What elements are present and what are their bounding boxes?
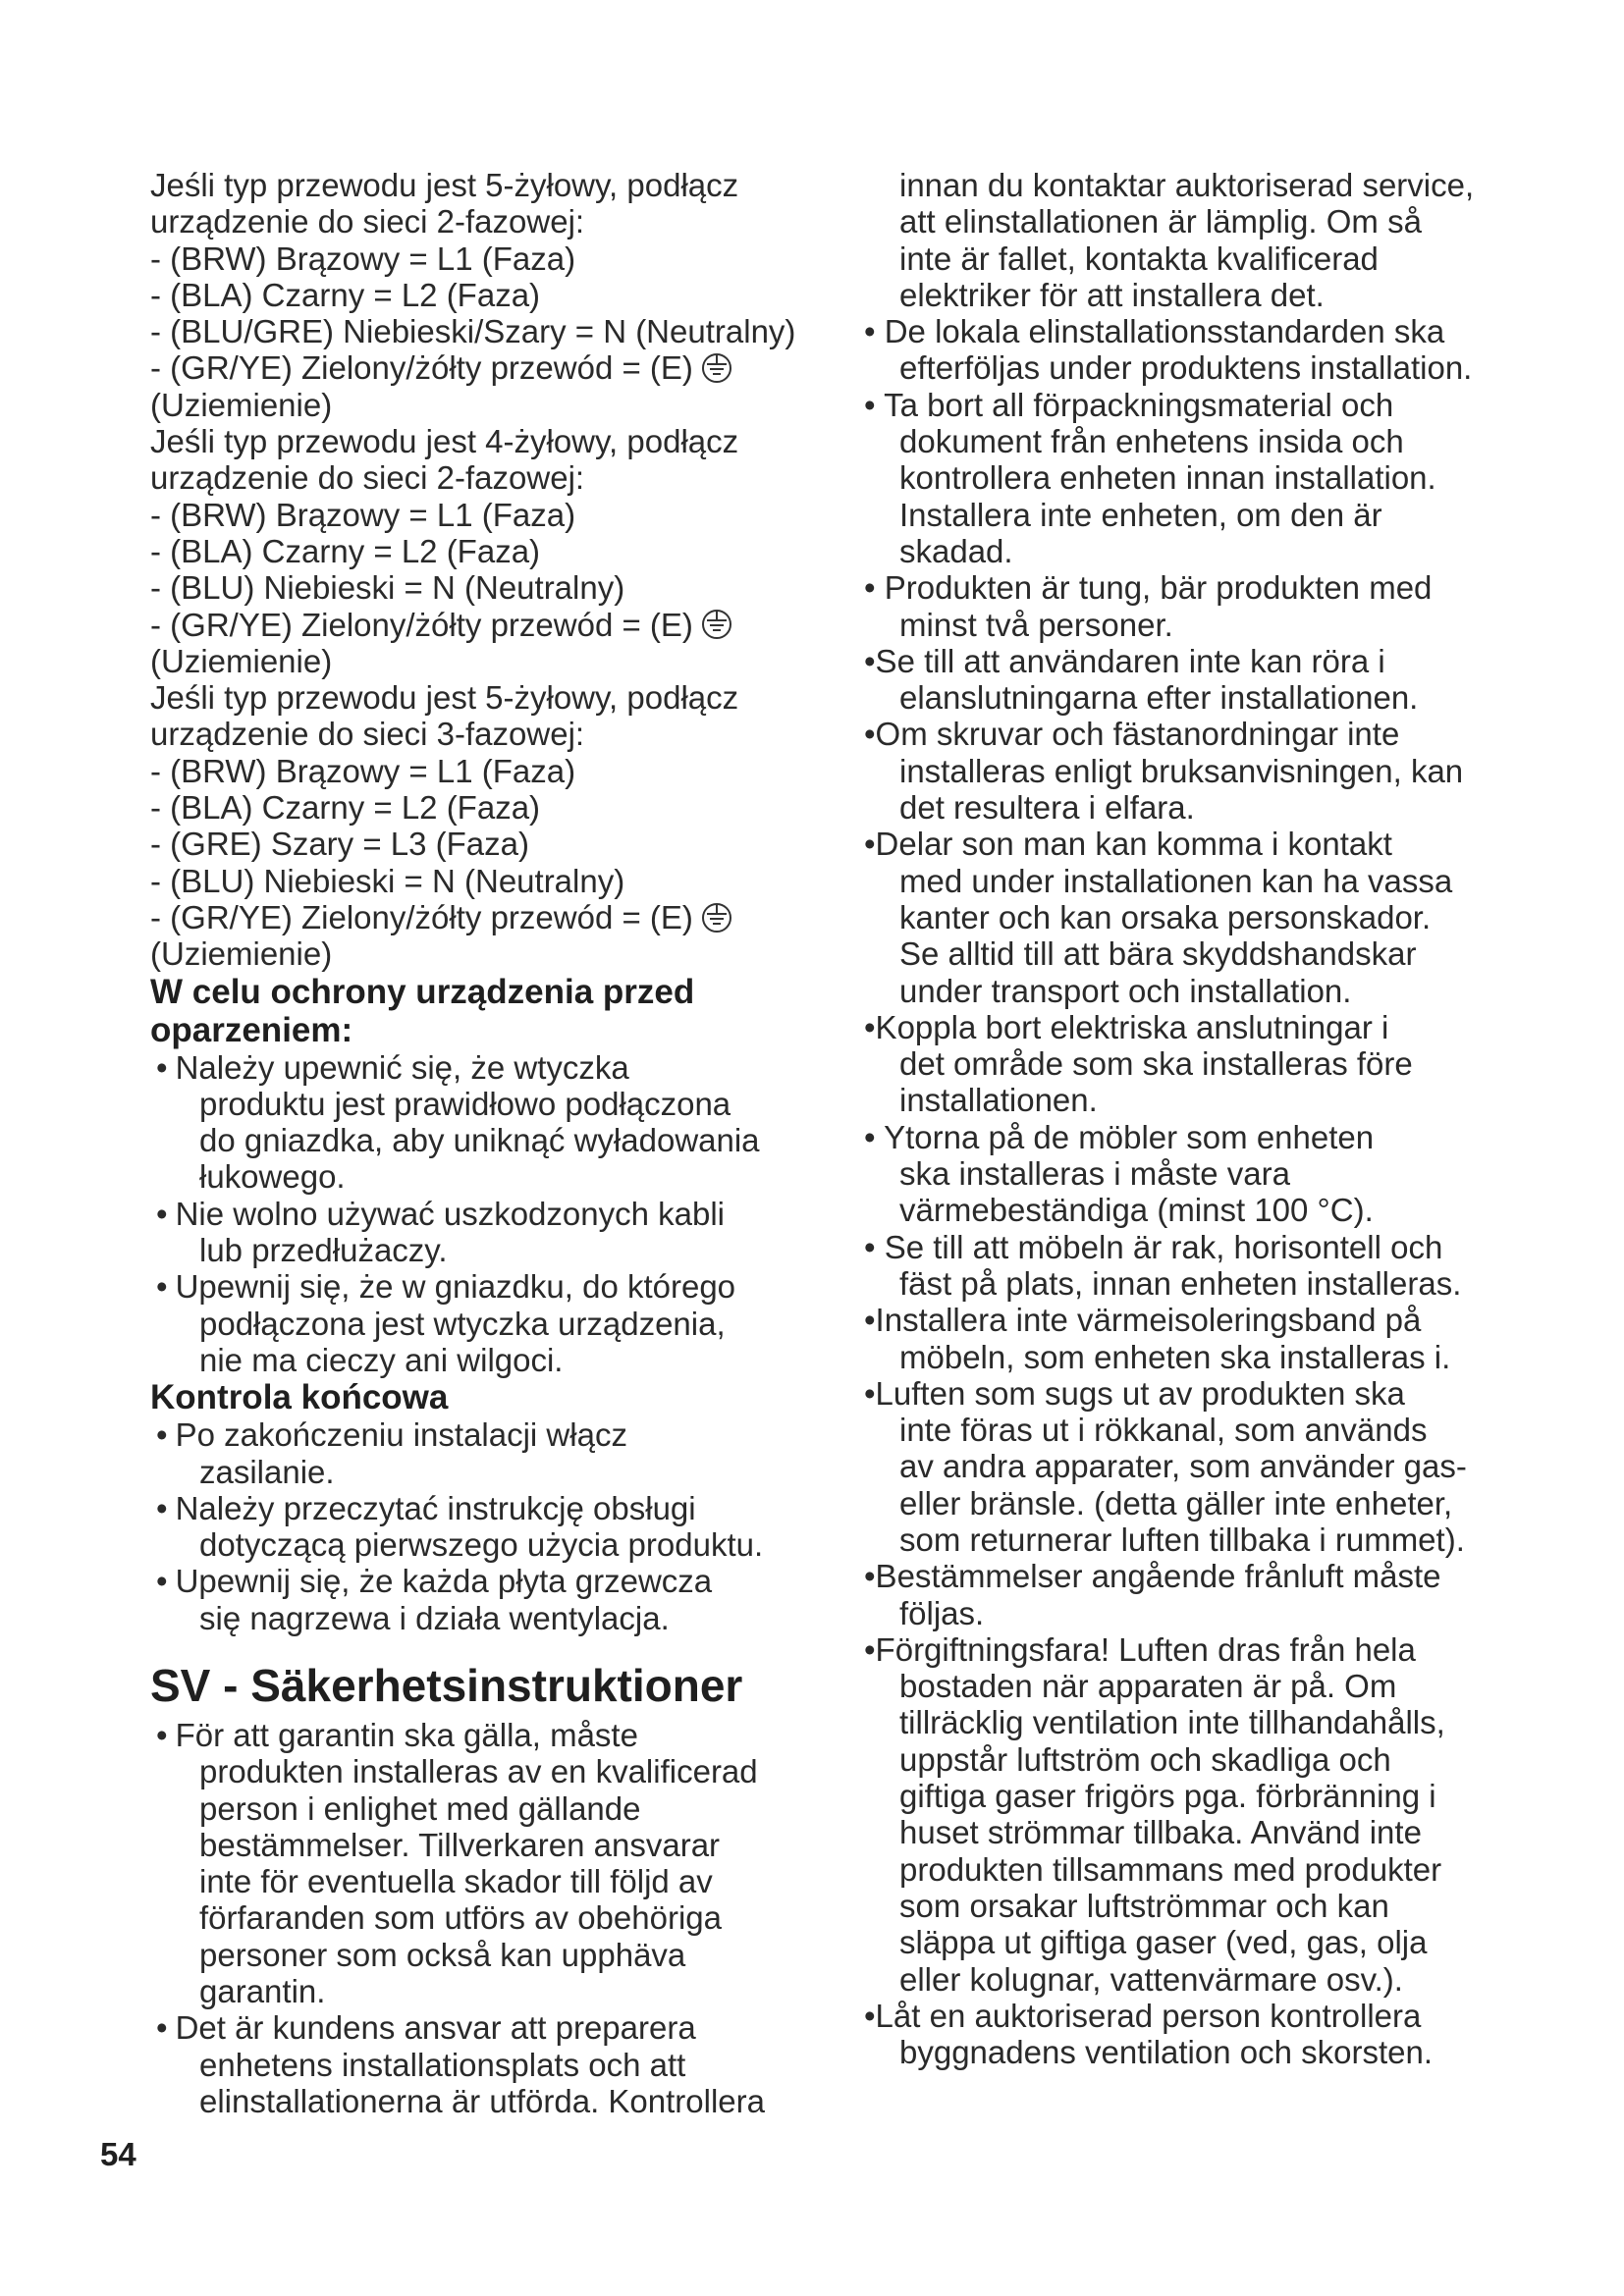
wiring-instructions [150,167,818,973]
bullet-line [156,1048,818,1086]
wiring-line [150,167,818,203]
wiring-line [150,569,818,606]
bullet-line: produkten tillsammans med produkter [899,1850,1442,1888]
bullet-dot: • [156,1048,168,1086]
bullet-text: zasilanie. [199,1453,335,1490]
protection-heading-line: oparzeniem: [150,1010,353,1049]
wiring-text: - (BLU/GRE) Niebieski/Szary = N (Neutralny) [150,313,796,350]
wiring-text: urządzenie do sieci 3-fazowej: [150,716,585,753]
bullet-line [178,1526,818,1563]
protection-heading [150,973,818,1049]
wiring-text: - (BLA) Czarny = L2 (Faza) [150,276,541,313]
bullet-line: •Installera inte värmeisoleringsband på [864,1302,1422,1339]
bullet-line [178,1863,818,1899]
bullet-line: inte föras ut i rökkanal, som används [899,1412,1428,1449]
bullet-item [864,1009,1492,1119]
bullet-line: under transport och installation. [899,972,1352,1009]
ground-symbol-icon [701,352,732,384]
continuation-text [864,167,1492,313]
wiring-text: - (BRW) Brązowy = L1 (Faza) [150,240,576,277]
bullet-line [178,1342,818,1378]
bullet-line: tillräcklig ventilation inte tillhandahålls, [899,1704,1445,1741]
bullet-line: eller bränsle. (detta gäller inte enheter, [899,1484,1453,1522]
bullet-line: skadad. [899,532,1013,569]
bullet-text: do gniazdka, aby uniknąć wyładowania [199,1122,760,1159]
wiring-text: urządzenie do sieci 2-fazowej: [150,203,585,240]
bullet-line [178,1753,818,1789]
bullet-item [150,1268,818,1378]
bullet-line: •Koppla bort elektriska anslutningar i [864,1008,1389,1045]
bullet-text: nie ma cieczy ani wilgoci. [199,1341,564,1378]
bullet-line: Installera inte enheten, om den är [899,496,1382,533]
wiring-line [150,459,818,496]
bullet-item [864,826,1492,1008]
bullet-item [150,1416,818,1490]
bullet-text: För att garantin ska gälla, måste [175,1716,638,1753]
bullet-text: inte för eventuella skador till följd av [199,1863,713,1900]
bullet-line [178,1827,818,1863]
bullet-line [156,2009,818,2047]
bullet-line: • Ta bort all förpackningsmaterial och [864,386,1394,423]
sv-section-heading: SV - Säkerhetsinstruktioner [150,1659,743,1711]
bullet-text: enhetens installationsplats och att [199,2046,686,2083]
bullet-item [864,1229,1492,1303]
protection-bullets [150,1049,818,1379]
wiring-line [150,313,818,349]
bullet-line: som returnerar luften tillbaka i rummet). [899,1521,1465,1558]
bullet-text: Det är kundens ansvar att preparera [175,2009,696,2047]
bullet-item [150,1196,818,1269]
bullet-item [864,643,1492,717]
bullet-text: elinstallationerna är utförda. Kontrollera [199,2082,766,2119]
wiring-line [150,349,818,386]
bullet-text: podłączona jest wtyczka urządzenia, [199,1305,726,1342]
wiring-text: (Uziemienie) [150,642,333,679]
bullet-dot: • [156,1489,168,1526]
bullet-item [150,1717,818,2009]
wiring-text: - (GR/YE) Zielony/żółty przewód = (E) [150,898,693,935]
bullet-line [178,1086,818,1122]
bullet-line: •Se till att användaren inte kan röra i [864,642,1385,679]
bullet-line: dokument från enhetens insida och [899,423,1404,460]
bullet-dot: • [156,2009,168,2047]
wiring-line [150,497,818,533]
left-column [150,167,818,2119]
bullet-line: Se alltid till att bära skyddshandskar [899,935,1417,973]
bullet-item [150,2009,818,2119]
wiring-text: urządzenie do sieci 2-fazowej: [150,459,585,497]
bullet-line: det område som ska installeras före [899,1045,1413,1083]
bullet-item [864,1631,1492,1998]
wiring-text: Jeśli typ przewodu jest 5-żyłowy, podłącz [150,167,739,203]
bullet-line: •Delar son man kan komma i kontakt [864,826,1392,863]
wiring-text: - (BRW) Brązowy = L1 (Faza) [150,496,576,533]
bullet-line: uppstår luftström och skadliga och [899,1740,1391,1778]
wiring-text: Jeśli typ przewodu jest 5-żyłowy, podłącz [150,679,739,717]
continuation-line: innan du kontaktar auktoriserad service, [899,167,1475,203]
bullet-line: ska installeras i måste vara [899,1155,1290,1193]
bullet-line [178,1454,818,1490]
bullet-line: minst två personer. [899,606,1173,643]
bullet-line: som orsakar luftströmmar och kan [899,1887,1389,1924]
bullet-line [156,1268,818,1306]
bullet-line: • De lokala elinstallationsstandarden ska [864,313,1445,350]
bullet-line: installeras enligt bruksanvisningen, kan [899,752,1464,789]
bullet-line [178,1973,818,2009]
wiring-text: (Uziemienie) [150,935,333,973]
bullet-item [864,1375,1492,1558]
bullet-text: dotyczącą pierwszego użycia produktu. [199,1526,764,1564]
wiring-text: - (GR/YE) Zielony/żółty przewód = (E) [150,349,693,387]
wiring-text: - (BLA) Czarny = L2 (Faza) [150,532,541,569]
bullet-line: huset strömmar tillbaka. Använd inte [899,1814,1422,1851]
wiring-line [150,899,818,935]
wiring-line [150,277,818,313]
bullet-line [178,2047,818,2083]
bullet-line [156,1195,818,1232]
bullet-line [178,1790,818,1827]
bullet-item [864,313,1492,387]
bullet-item [864,387,1492,569]
bullet-text: Upewnij się, że w gniazdku, do którego [175,1268,736,1306]
bullet-text: łukowego. [199,1158,346,1196]
bullet-dot: • [156,1716,168,1753]
bullet-text: person i enlighet med gällande [199,1789,641,1827]
wiring-line [150,789,818,826]
wiring-line [150,533,818,569]
continuation-line: att elinstallationen är lämplig. Om så [899,203,1422,240]
bullet-text: Nie wolno używać uszkodzonych kabli [175,1195,725,1232]
bullet-text: garantin. [199,1973,326,2010]
bullet-line: bostaden när apparaten är på. Om [899,1668,1397,1705]
protection-heading-line: W celu ochrony urządzenia przed [150,972,695,1011]
bullet-item [864,1558,1492,1631]
wiring-line [150,935,818,972]
wiring-line [150,387,818,423]
bullet-line [178,1937,818,1973]
bullet-line: kontrollera enheten innan installation. [899,459,1436,497]
right-safety-bullets [864,313,1492,2070]
bullet-text: bestämmelser. Tillverkaren ansvarar [199,1826,721,1863]
bullet-text: Należy upewnić się, że wtyczka [175,1048,629,1086]
bullet-line: •Om skruvar och fästanordningar inte [864,716,1400,753]
right-column [864,167,1492,2070]
bullet-text: personer som också kan upphäva [199,1936,686,1973]
bullet-line: följas. [899,1594,985,1631]
bullet-line: • Produkten är tung, bär produkten med [864,569,1433,607]
wiring-text: Jeśli typ przewodu jest 4-żyłowy, podłącz [150,423,739,460]
bullet-line [178,1232,818,1268]
wiring-text: - (GRE) Szary = L3 (Faza) [150,826,529,863]
wiring-line [150,203,818,240]
wiring-line [150,863,818,899]
bullet-text: Należy przeczytać instrukcję obsługi [175,1489,696,1526]
ground-symbol-icon [701,902,732,934]
bullet-item [864,1119,1492,1229]
bullet-text: förfaranden som utförs av obehöriga [199,1899,722,1937]
bullet-text: Po zakończeniu instalacji włącz [175,1416,627,1454]
bullet-line: efterföljas under produktens installation. [899,349,1473,387]
wiring-line [150,240,818,277]
page-number: 54 [100,2136,136,2172]
wiring-text: - (BRW) Brązowy = L1 (Faza) [150,752,576,789]
bullet-line [178,1158,818,1195]
bullet-line: med under installationen kan ha vassa [899,862,1453,899]
wiring-line [150,679,818,716]
continuation-line: elektriker för att installera det. [899,276,1325,313]
bullet-dot: • [156,1195,168,1232]
wiring-text: - (BLU) Niebieski = N (Neutralny) [150,862,625,899]
final-check-heading: Kontrola końcowa [150,1378,449,1417]
bullet-text: Upewnij się, że każda płyta grzewcza [175,1563,713,1600]
wiring-line [150,423,818,459]
bullet-line: eller kolugnar, vattenvärmare osv.). [899,1960,1403,1998]
bullet-text: produktu jest prawidłowo podłączona [199,1085,731,1122]
bullet-text: produkten installeras av en kvalificerad [199,1753,758,1790]
bullet-line: giftiga gaser frigörs pga. förbränning i [899,1778,1436,1815]
bullet-dot: • [156,1416,168,1454]
bullet-line [178,1122,818,1158]
sv-safety-bullets [150,1717,818,2119]
bullet-line: elanslutningarna efter installationen. [899,679,1419,717]
continuation-line: inte är fallet, kontakta kvalificerad [899,240,1379,277]
bullet-line: värmebeständiga (minst 100 °C). [899,1192,1374,1229]
bullet-line: möbeln, som enheten ska installeras i. [899,1338,1451,1375]
bullet-line: • Se till att möbeln är rak, horisontell och [864,1228,1443,1265]
bullet-line [156,1416,818,1454]
bullet-line [156,1716,818,1753]
bullet-line: •Bestämmelser angående frånluft måste [864,1558,1441,1595]
bullet-dot: • [156,1268,168,1306]
bullet-line: •Luften som sugs ut av produkten ska [864,1374,1405,1412]
bullet-item [864,569,1492,643]
bullet-line [156,1563,818,1600]
wiring-line [150,643,818,679]
wiring-line [150,607,818,643]
bullet-line [156,1489,818,1526]
bullet-line: av andra apparater, som använder gas- [899,1448,1467,1485]
bullet-line: installationen. [899,1082,1098,1119]
bullet-line: • Ytorna på de möbler som enheten [864,1118,1375,1155]
bullet-text: się nagrzewa i działa wentylacja. [199,1599,670,1636]
wiring-text: - (BLA) Czarny = L2 (Faza) [150,789,541,827]
bullet-line: fäst på plats, innan enheten installeras. [899,1264,1462,1302]
bullet-line: det resultera i elfara. [899,789,1195,827]
ground-symbol-icon [701,609,732,640]
wiring-text: - (BLU) Niebieski = N (Neutralny) [150,569,625,607]
bullet-dot: • [156,1563,168,1600]
bullet-line: •Låt en auktoriserad person kontrollera [864,1997,1422,2034]
bullet-line [178,2083,818,2119]
bullet-text: lub przedłużaczy. [199,1232,448,1269]
wiring-line [150,716,818,752]
bullet-item [864,1302,1492,1375]
wiring-line [150,753,818,789]
bullet-line [178,1306,818,1342]
bullet-item [864,716,1492,826]
wiring-text: - (GR/YE) Zielony/żółty przewód = (E) [150,606,693,643]
bullet-line [178,1899,818,1936]
bullet-item [150,1490,818,1564]
bullet-item [864,1998,1492,2071]
bullet-item [150,1049,818,1196]
bullet-line [178,1600,818,1636]
bullet-line: byggnadens ventilation och skorsten. [899,2034,1434,2071]
final-check-bullets [150,1416,818,1636]
bullet-line: släppa ut giftiga gaser (ved, gas, olja [899,1924,1428,1961]
bullet-item [150,1563,818,1636]
wiring-line [150,826,818,862]
wiring-text: (Uziemienie) [150,386,333,423]
bullet-line: kanter och kan orsaka personskador. [899,898,1432,935]
bullet-line: •Förgiftningsfara! Luften dras från hela [864,1630,1416,1668]
